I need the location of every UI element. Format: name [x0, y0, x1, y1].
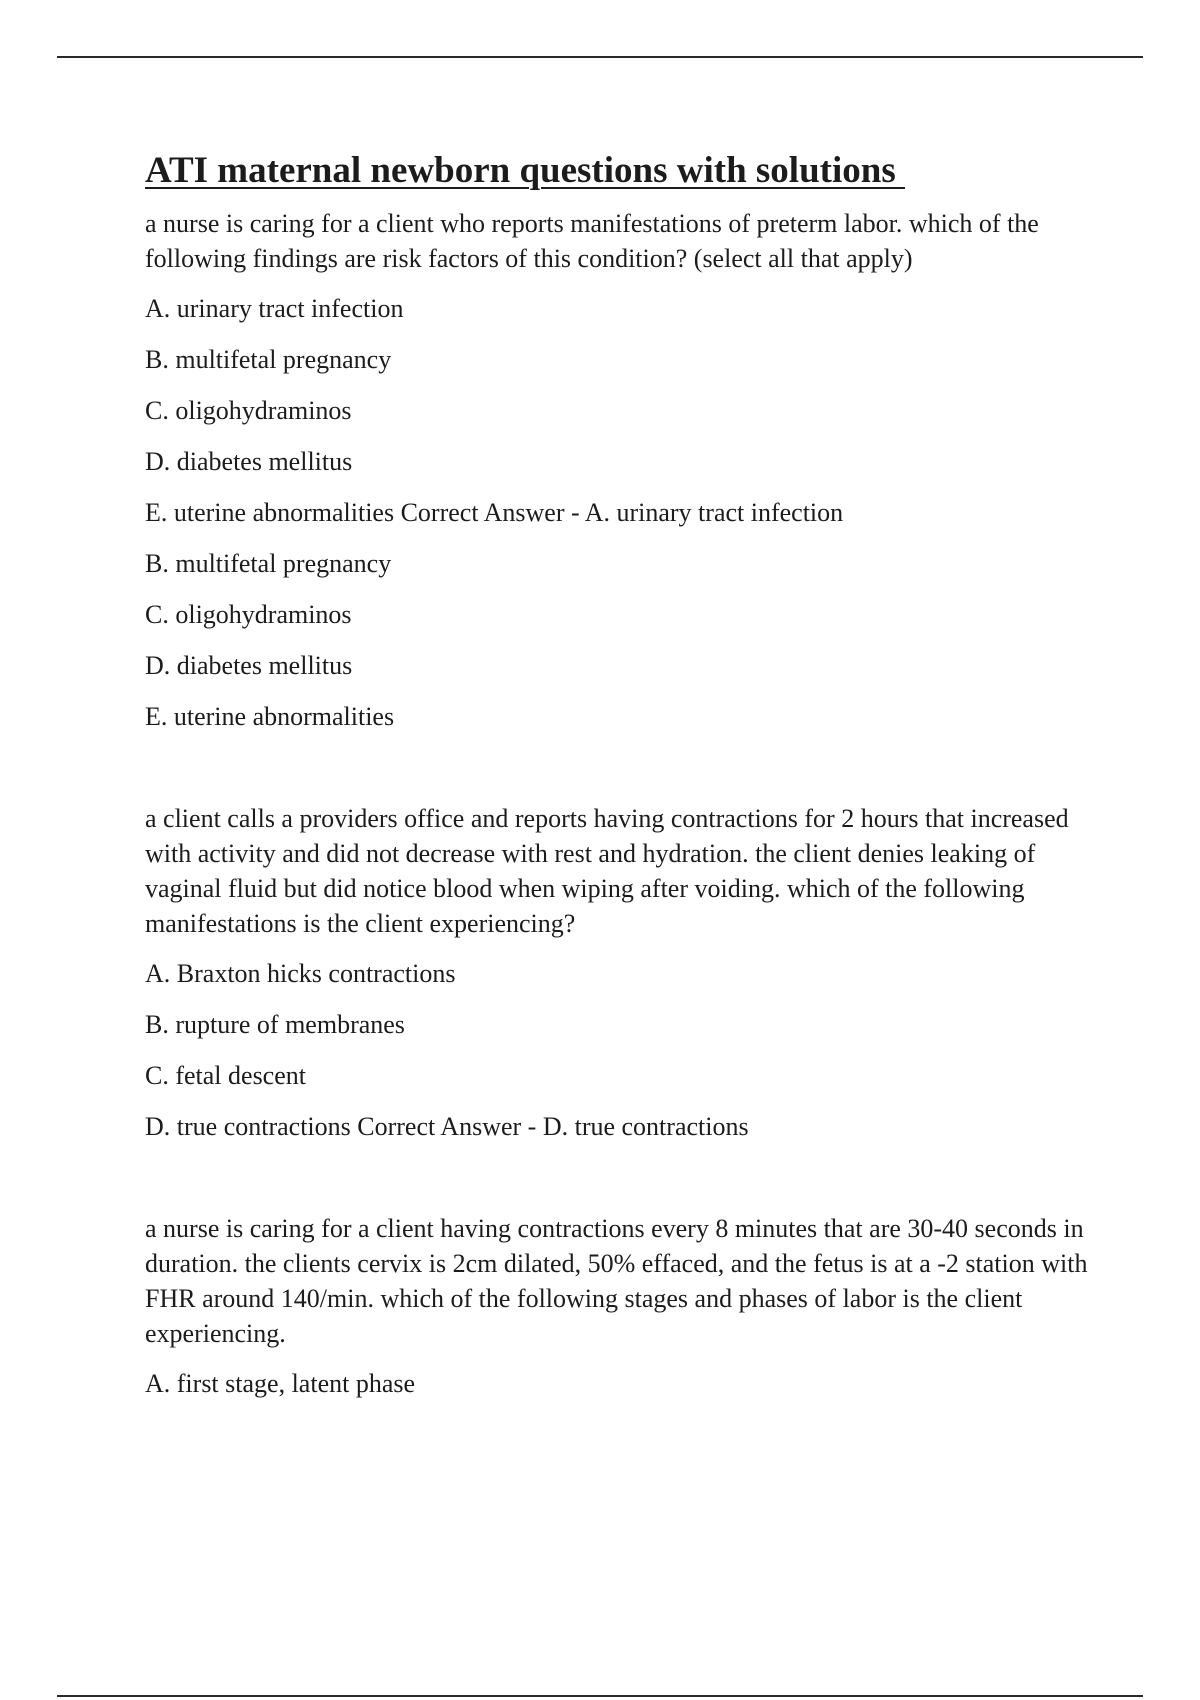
document-title: ATI maternal newborn questions with solutions	[145, 150, 905, 191]
question-3	[145, 1211, 1090, 1401]
answer-line: B. multifetal pregnancy	[145, 549, 392, 578]
answer-line: C. oligohydraminos	[145, 396, 352, 425]
answer-line: D. diabetes mellitus	[145, 651, 353, 680]
answer-line: D. true contractions Correct Answer - D. true contractions	[145, 1112, 749, 1141]
spacer	[145, 734, 1090, 801]
answer-line: C. fetal descent	[145, 1061, 306, 1090]
answer-line: A. urinary tract infection	[145, 294, 404, 323]
answer-line: B. multifetal pregnancy	[145, 345, 392, 374]
question-stem: a client calls a providers office and reports having contractions for 2 hours that increased with activity and did not decrease with rest and hydration. the client denies leaking of vaginal fluid but did notice blood when wiping after voiding. which of the following manifestations is the client experiencing?	[145, 804, 1069, 938]
top-rule	[57, 56, 1143, 58]
document-body	[145, 150, 1090, 1401]
answer-line: E. uterine abnormalities Correct Answer - A. urinary tract infection	[145, 498, 844, 527]
answer-line: B. rupture of membranes	[145, 1010, 405, 1039]
answer-line: C. oligohydraminos	[145, 600, 352, 629]
answer-line: D. diabetes mellitus	[145, 447, 353, 476]
answer-line: A. first stage, latent phase	[145, 1369, 416, 1398]
answer-line: E. uterine abnormalities	[145, 702, 395, 731]
question-stem: a nurse is caring for a client having contractions every 8 minutes that are 30-40 seconds in duration. the clients cervix is 2cm dilated, 50% effaced, and the fetus is at a -2 station with FHR around 140/min. which of the following stages and phases of labor is the client experiencing.	[145, 1214, 1088, 1348]
bottom-rule	[57, 1695, 1143, 1697]
answer-line: A. Braxton hicks contractions	[145, 959, 456, 988]
question-stem: a nurse is caring for a client who reports manifestations of preterm labor. which of the following findings are risk factors of this condition? (select all that apply)	[145, 209, 1039, 273]
question-2	[145, 801, 1090, 1144]
spacer	[145, 1144, 1090, 1211]
question-1	[145, 206, 1090, 734]
